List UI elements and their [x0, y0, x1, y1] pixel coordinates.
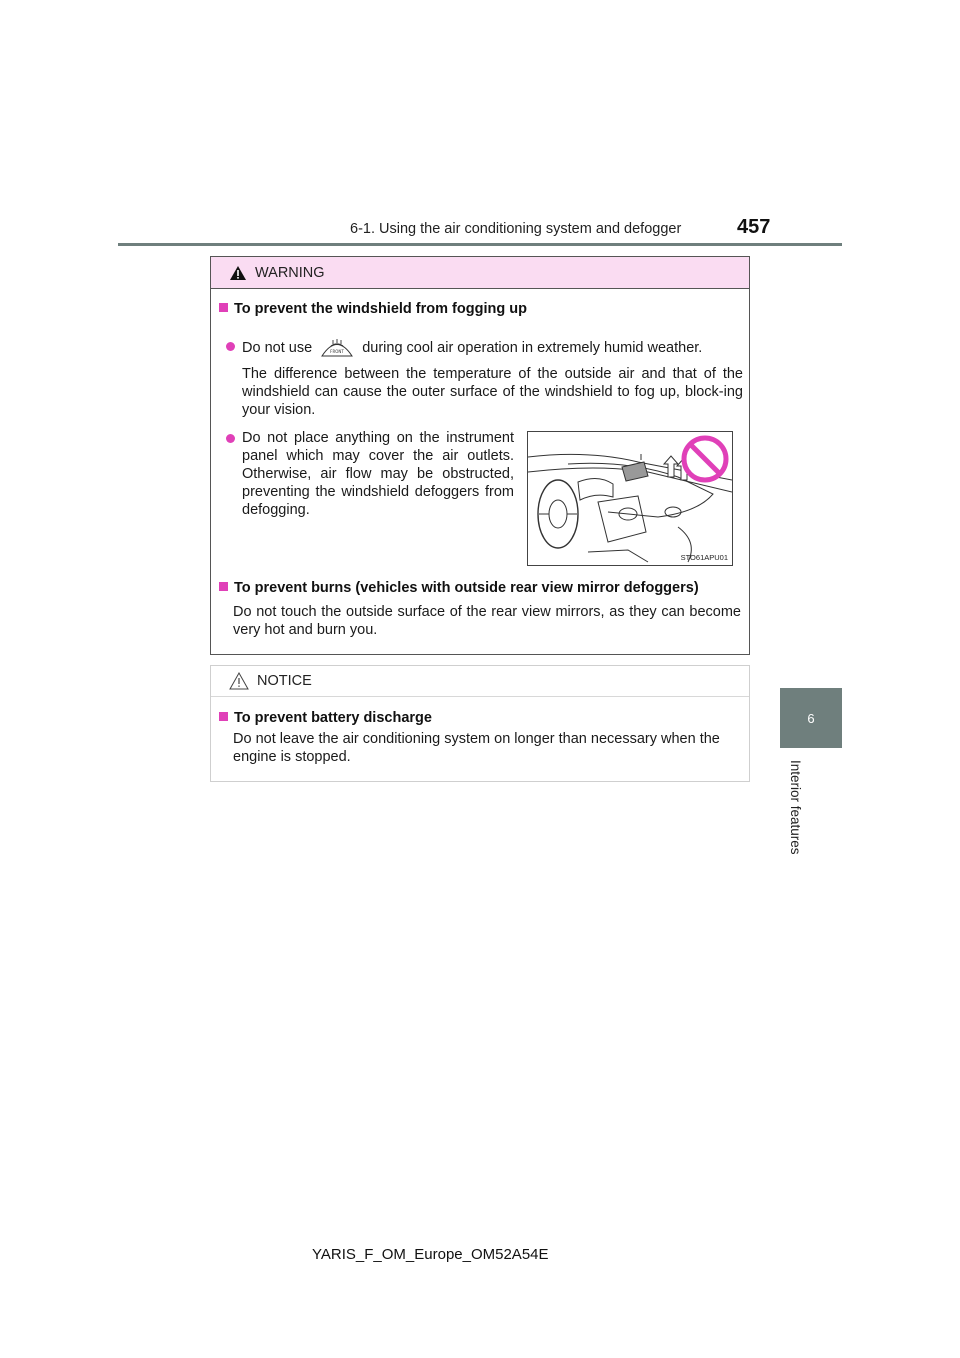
square-bullet-icon — [219, 712, 228, 721]
windshield-defogger-button-icon — [320, 337, 354, 357]
notice-triangle-icon — [229, 672, 249, 690]
svg-text:FRONT: FRONT — [330, 349, 345, 354]
warning-triangle-icon — [229, 265, 247, 281]
bullet1-detail: The difference between the temperature of the outside air and that of the windshield can cause the outer surface of the windshield to fog up, block-ing your vision. — [242, 366, 743, 418]
dashboard-drawing — [528, 432, 732, 565]
notice-box — [210, 665, 750, 782]
chapter-tab[interactable] — [780, 688, 842, 748]
chapter-label: Interior features — [788, 760, 803, 855]
round-bullet-icon — [226, 434, 235, 443]
fog-prevention-heading — [219, 301, 527, 317]
bullet-defogger-use — [226, 337, 744, 357]
battery-heading-text: To prevent battery discharge — [234, 710, 432, 726]
document-code: YARIS_F_OM_Europe_OM52A54E — [312, 1246, 549, 1263]
header-divider — [118, 243, 842, 246]
burn-heading-text: To prevent burns (vehicles with outside rear view mirror defoggers) — [234, 580, 699, 596]
chapter-number: 6 — [807, 710, 815, 726]
bullet2-text: Do not place anything on the instrument panel which may cover the air outlets. Otherwise, air flow may be obstructed, preventing the windshield defoggers from defogging. — [242, 430, 514, 518]
bullet1-after: during cool air operation in extremely humid weather. — [362, 340, 703, 356]
round-bullet-icon — [226, 342, 235, 351]
bullet-instrument-panel — [226, 429, 514, 519]
warning-label: WARNING — [255, 264, 325, 281]
fog-heading-text: To prevent the windshield from fogging up — [234, 301, 527, 317]
burn-text: Do not touch the outside surface of the rear view mirrors, as they can become very hot and burn you. — [233, 604, 741, 638]
battery-text: Do not leave the air conditioning system on longer than necessary when the engine is stopped. — [233, 731, 720, 765]
dashboard-illustration — [527, 431, 733, 566]
illustration-code: STO61APU01 — [680, 553, 728, 562]
burn-prevention-heading — [219, 580, 699, 596]
warning-header — [211, 257, 749, 289]
square-bullet-icon — [219, 303, 228, 312]
notice-header — [211, 666, 749, 697]
page-number: 457 — [737, 216, 771, 238]
square-bullet-icon — [219, 582, 228, 591]
battery-heading — [219, 710, 432, 726]
section-title: 6-1. Using the air conditioning system and defogger — [350, 221, 682, 237]
warning-box — [210, 256, 750, 655]
notice-label: NOTICE — [257, 673, 312, 689]
bullet1-before: Do not use — [242, 340, 313, 356]
